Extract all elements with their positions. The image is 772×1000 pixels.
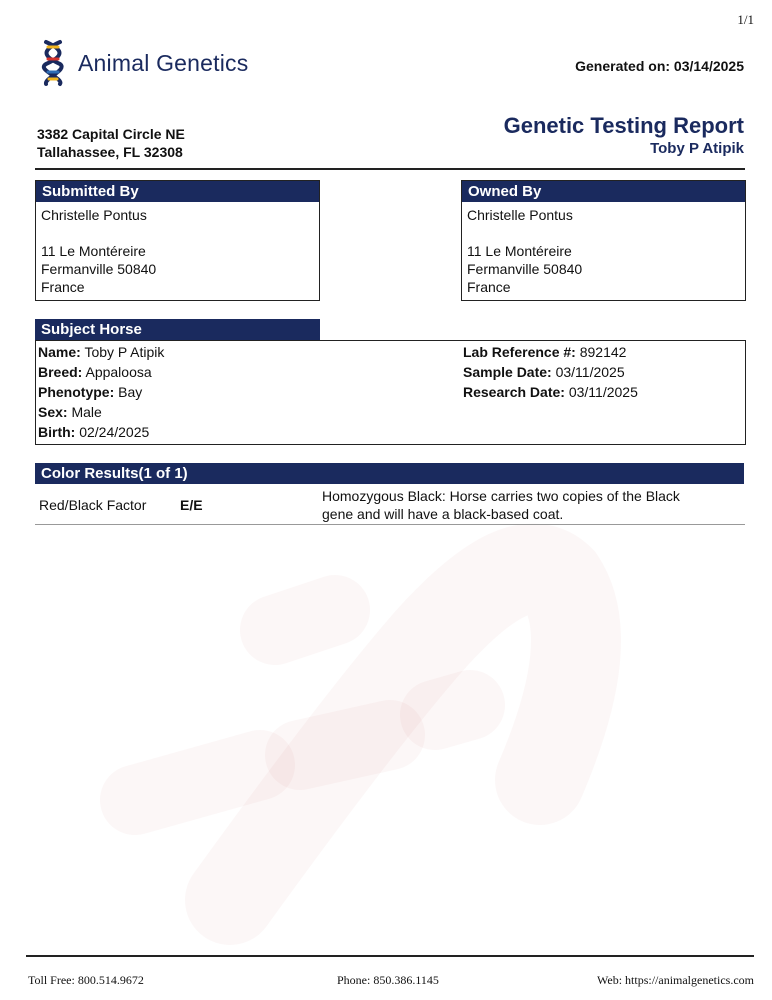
report-subject: Toby P Atipik: [650, 140, 744, 157]
submitter-city: Fermanville 50840: [41, 261, 157, 277]
horse-name-field: [38, 342, 164, 362]
birth-label: Birth:: [38, 424, 76, 440]
horse-name-label: Name:: [38, 344, 81, 360]
lab-address: [37, 125, 185, 161]
header-divider: [35, 168, 745, 170]
dna-logo-icon: [40, 38, 68, 88]
research-date-label: Research Date:: [463, 384, 565, 400]
submitted-by-header: Submitted By: [36, 181, 319, 202]
test-name: Red/Black Factor: [39, 497, 147, 513]
sex-label: Sex:: [38, 404, 68, 420]
lab-reference-label: Lab Reference #:: [463, 344, 576, 360]
phenotype-field: [38, 382, 142, 402]
lab-reference-field: [463, 342, 626, 362]
submitted-by-body: [36, 202, 319, 300]
description-line-1: Homozygous Black: Horse carries two copies of the Black: [322, 488, 680, 504]
owned-by-header: Owned By: [462, 181, 745, 202]
page-number: 1/1: [737, 12, 754, 27]
submitted-by-box: [35, 180, 320, 301]
submitter-street: 11 Le Montéreire: [41, 243, 146, 259]
description-line-2: gene and will have a black-based coat.: [322, 506, 564, 522]
horse-name-value: Toby P Atipik: [84, 344, 165, 360]
sex-value: Male: [71, 404, 102, 420]
research-date-value: 03/11/2025: [568, 384, 638, 400]
color-results-header: Color Results(1 of 1): [35, 463, 744, 484]
phenotype-label: Phenotype:: [38, 384, 115, 400]
address-line-1: 3382 Capital Circle NE: [37, 126, 185, 142]
birth-field: [38, 422, 149, 442]
owner-name: Christelle Pontus: [467, 207, 573, 223]
footer-toll-free: Toll Free: 800.514.9672: [28, 973, 144, 987]
lab-reference-value: 892142: [579, 344, 627, 360]
result-row: [35, 486, 745, 525]
report-title: Genetic Testing Report: [503, 113, 744, 138]
footer-phone: Phone: 850.386.1145: [337, 973, 439, 987]
submitter-name: Christelle Pontus: [41, 207, 147, 223]
sex-field: [38, 402, 102, 422]
owner-street: 11 Le Montéreire: [467, 243, 572, 259]
sample-date-label: Sample Date:: [463, 364, 552, 380]
brand-name: Animal Genetics: [78, 49, 249, 76]
submitter-country: France: [41, 279, 85, 295]
owner-city: Fermanville 50840: [467, 261, 583, 277]
breed-field: [38, 362, 152, 382]
birth-value: 02/24/2025: [79, 424, 150, 440]
owner-country: France: [467, 279, 511, 295]
research-date-field: [463, 382, 638, 402]
address-line-2: Tallahassee, FL 32308: [37, 144, 183, 160]
sample-date-value: 03/11/2025: [555, 364, 625, 380]
footer-divider: [26, 955, 754, 957]
breed-value: Appaloosa: [85, 364, 152, 380]
generated-date: Generated on: 03/14/2025: [575, 58, 744, 74]
owned-by-body: [462, 202, 745, 300]
phenotype-value: Bay: [118, 384, 143, 400]
footer-web-link[interactable]: Web: https://animalgenetics.com: [597, 973, 754, 987]
breed-label: Breed:: [38, 364, 83, 380]
sample-date-field: [463, 362, 625, 382]
subject-horse-box: [35, 340, 746, 445]
owned-by-box: [461, 180, 746, 301]
subject-horse-header: Subject Horse: [35, 319, 320, 340]
test-result: E/E: [180, 497, 203, 513]
brand-logo: [40, 38, 248, 88]
test-description: [322, 487, 680, 523]
